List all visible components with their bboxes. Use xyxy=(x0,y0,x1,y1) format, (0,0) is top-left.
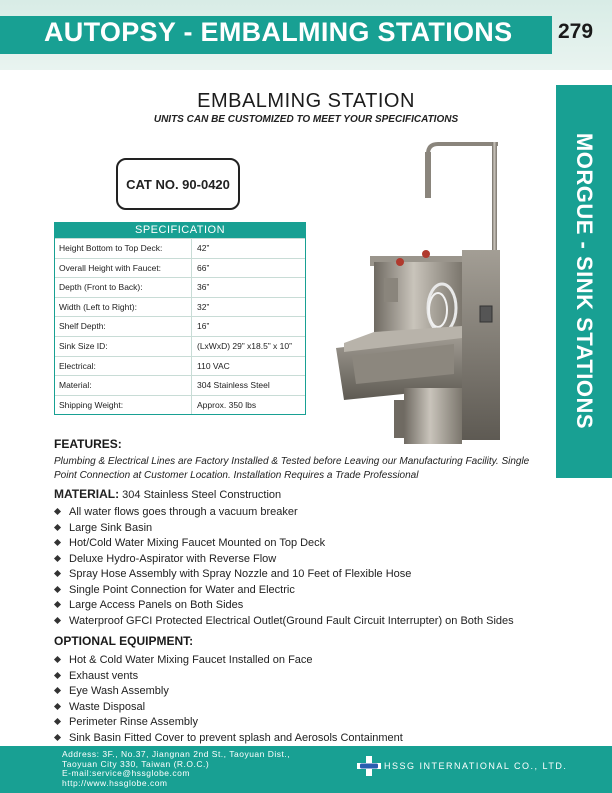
spec-label: Electrical: xyxy=(55,357,192,376)
list-item xyxy=(54,521,514,537)
feature-text: Hot/Cold Water Mixing Faucet Mounted on Top Deck xyxy=(69,537,326,549)
diamond-bullet-icon xyxy=(54,656,61,663)
list-item xyxy=(54,552,514,568)
spec-row xyxy=(55,277,305,297)
diamond-bullet-icon xyxy=(54,554,61,561)
spec-label: Shipping Weight: xyxy=(55,396,192,415)
spec-label: Material: xyxy=(55,376,192,395)
spec-value: 110 VAC xyxy=(197,360,230,371)
spec-value: 66” xyxy=(197,262,210,273)
spec-label: Height Bottom to Top Deck: xyxy=(55,239,192,258)
optional-text: Eye Wash Assembly xyxy=(69,685,169,697)
list-item xyxy=(54,669,403,685)
spec-label: Overall Height with Faucet: xyxy=(55,259,192,278)
feature-text: Large Access Panels on Both Sides xyxy=(69,599,244,611)
catalog-number: CAT NO. 90-0420 xyxy=(116,158,240,210)
features-list xyxy=(54,505,514,629)
feature-text: All water flows goes through a vacuum breaker xyxy=(69,506,298,518)
diamond-bullet-icon xyxy=(54,601,61,608)
embalming-station-image xyxy=(330,138,530,448)
spec-label: Sink Size ID: xyxy=(55,337,192,356)
address-line: Taoyuan City 330, Taiwan (R.O.C.) xyxy=(62,758,210,769)
spec-row xyxy=(55,238,305,258)
spec-value: 42” xyxy=(197,243,210,253)
spec-row xyxy=(55,297,305,317)
list-item xyxy=(54,614,514,630)
feature-text: Waterproof GFCI Protected Electrical Outlet(Ground Fault Circuit Interrupter) on Both Sides xyxy=(69,614,514,627)
optional-text: Sink Basin Fitted Cover to prevent splash and Aerosols Containment xyxy=(69,731,403,744)
feature-text: Deluxe Hydro-Aspirator with Reverse Flow xyxy=(69,552,277,565)
diamond-bullet-icon xyxy=(54,570,61,577)
features-description: Plumbing & Electrical Lines are Factory Installed & Tested before Leaving our Manufacturing Facility. Single Point Connection at Customer Location. Installation Requires a Trade Professional xyxy=(54,456,530,481)
diamond-bullet-icon xyxy=(54,523,61,530)
page-title: AUTOPSY - EMBALMING STATIONS xyxy=(44,17,513,47)
spec-value: 16” xyxy=(197,321,210,332)
spec-row xyxy=(55,316,305,336)
material-value: 304 Stainless Steel Construction xyxy=(122,489,282,501)
diamond-bullet-icon xyxy=(54,585,61,592)
material-label: MATERIAL: xyxy=(54,487,120,501)
feature-text: Large Sink Basin xyxy=(69,521,153,534)
side-label: MORGUE - SINK STATIONS xyxy=(572,132,597,430)
list-item xyxy=(54,653,403,669)
diamond-bullet-icon xyxy=(54,687,61,694)
spec-value: 32” xyxy=(197,301,210,312)
spec-row xyxy=(55,336,305,356)
spec-label: Width (Left to Right): xyxy=(55,298,192,317)
spec-value: (LxWxD) 29” x18.5” x 10” xyxy=(197,340,292,351)
diamond-bullet-icon xyxy=(54,616,61,623)
feature-text: Single Point Connection for Water and Electric xyxy=(69,583,295,596)
optional-text: Perimeter Rinse Assembly xyxy=(69,716,198,728)
address-line: Address: 3F., No.37, Jiangnan 2nd St., Taoyuan Dist., xyxy=(62,749,291,759)
spec-label: Depth (Front to Back): xyxy=(55,278,192,297)
specification-table xyxy=(54,222,306,415)
spec-row xyxy=(55,375,305,395)
list-item xyxy=(54,598,514,614)
hssg-logo-icon xyxy=(357,756,381,776)
page-number: 279 xyxy=(558,20,594,43)
footer-address xyxy=(62,750,290,788)
station-title: EMBALMING STATION xyxy=(197,90,415,112)
email-line: E-mail:service@hssglobe.com xyxy=(62,768,190,778)
station-subtitle: UNITS CAN BE CUSTOMIZED TO MEET YOUR SPECIFICATIONS xyxy=(153,114,459,125)
spec-value: 36” xyxy=(197,282,210,293)
spec-row xyxy=(55,258,305,278)
company-name: HSSG INTERNATIONAL CO., LTD. xyxy=(384,761,568,771)
list-item xyxy=(54,583,514,599)
list-item xyxy=(54,684,403,700)
diamond-bullet-icon xyxy=(54,671,61,678)
spec-value: 304 Stainless Steel xyxy=(197,380,270,391)
list-item xyxy=(54,715,403,731)
material-line xyxy=(54,487,281,501)
optional-list xyxy=(54,653,403,746)
list-item xyxy=(54,700,403,716)
website-line: http://www.hssglobe.com xyxy=(62,777,168,788)
list-item xyxy=(54,505,514,521)
list-item xyxy=(54,536,514,552)
spec-row xyxy=(55,356,305,376)
diamond-bullet-icon xyxy=(54,702,61,709)
diamond-bullet-icon xyxy=(54,718,61,725)
optional-text: Hot & Cold Water Mixing Faucet Installed on Face xyxy=(69,654,313,666)
diamond-bullet-icon xyxy=(54,539,61,546)
list-item xyxy=(54,731,403,747)
diamond-bullet-icon xyxy=(54,733,61,740)
diamond-bullet-icon xyxy=(54,508,61,515)
list-item xyxy=(54,567,514,583)
spec-row xyxy=(55,395,305,415)
spec-value: Approx. 350 lbs xyxy=(197,399,257,410)
optional-text: Waste Disposal xyxy=(69,700,146,713)
optional-text: Exhaust vents xyxy=(69,669,139,682)
specification-heading: SPECIFICATION xyxy=(55,223,305,238)
optional-equipment-title: OPTIONAL EQUIPMENT: xyxy=(54,634,194,648)
feature-text: Spray Hose Assembly with Spray Nozzle and 10 Feet of Flexible Hose xyxy=(69,568,412,580)
features-title: FEATURES: xyxy=(54,437,122,451)
spec-label: Shelf Depth: xyxy=(55,317,192,336)
